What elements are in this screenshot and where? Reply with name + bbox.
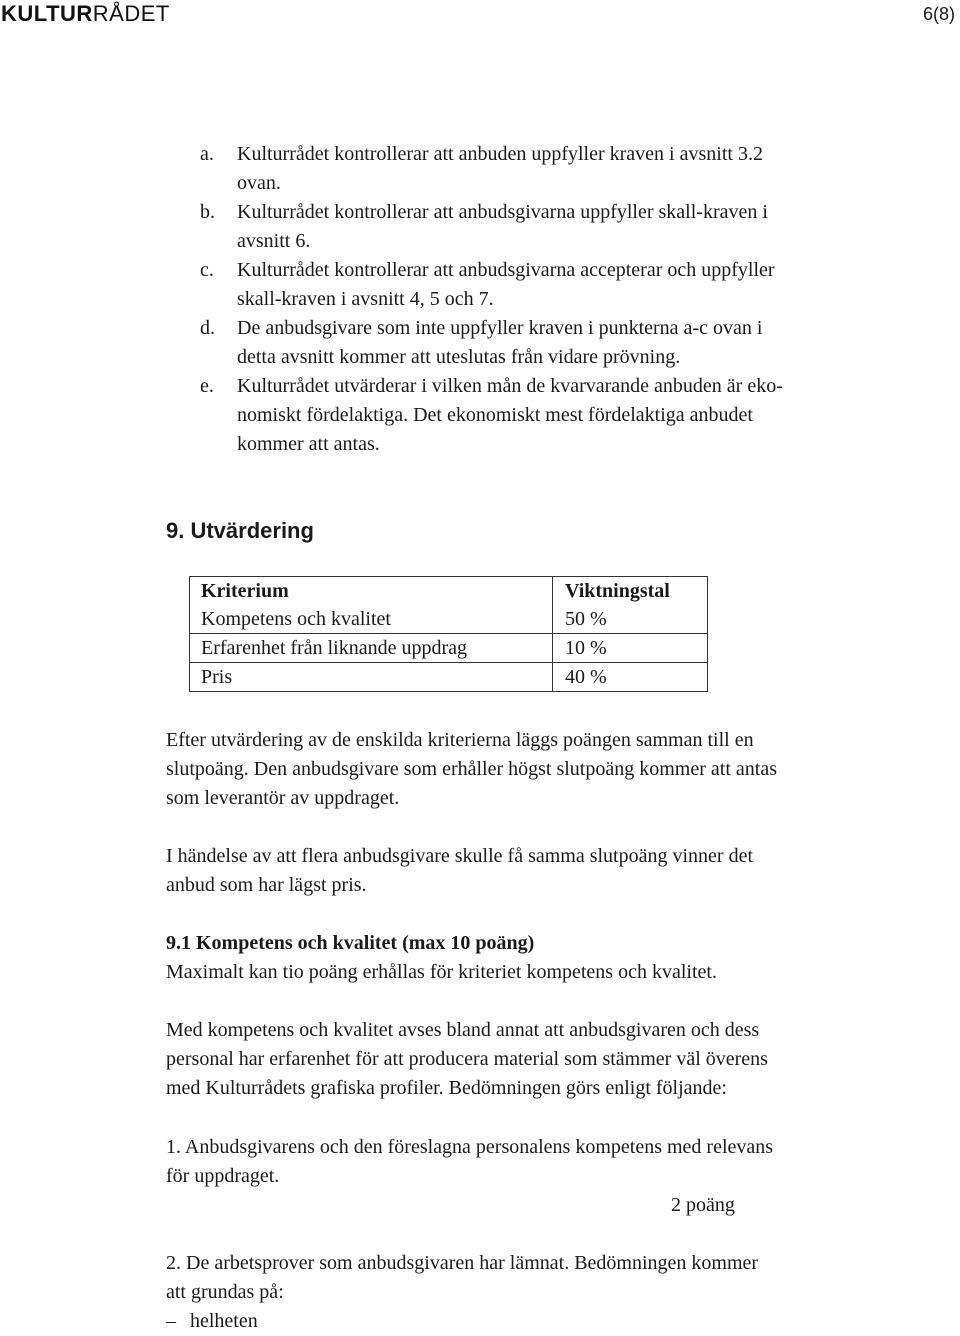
table-row	[190, 605, 708, 634]
procedure-list	[200, 140, 880, 459]
points-label: 2 poäng	[671, 1194, 735, 1216]
paragraph-line: som leverantör av uppdraget.	[166, 787, 400, 809]
list-line: Kulturrådet kontrollerar att anbudsgivarna accepterar och uppfyller	[237, 259, 775, 281]
criterion-item-1	[166, 1133, 886, 1220]
criteria-table	[189, 576, 708, 692]
page-number: 6(8)	[922, 4, 955, 24]
dash-item-text: helheten	[190, 1310, 258, 1332]
table-cell: 40 %	[553, 663, 708, 692]
list-line: avsnitt 6.	[237, 230, 311, 252]
table-cell: 10 %	[553, 634, 708, 663]
list-line: nomiskt fördelaktiga. Det ekonomiskt mest fördelaktiga anbudet	[237, 404, 753, 426]
table-cell: Pris	[190, 663, 553, 692]
paragraph-line: för uppdraget.	[166, 1165, 280, 1187]
column-header-criterion: Kriterium	[190, 577, 553, 606]
list-marker: d.	[200, 317, 215, 339]
paragraph-line: Med kompetens och kvalitet avses bland annat att anbudsgivaren och dess	[166, 1019, 760, 1041]
list-item-e	[200, 372, 880, 459]
paragraph-line: anbud som har lägst pris.	[166, 874, 367, 896]
list-line: De anbudsgivare som inte uppfyller kraven i punkterna a-c ovan i	[237, 317, 763, 339]
table-cell: 50 %	[553, 605, 708, 634]
section-9-1-intro: Maximalt kan tio poäng erhållas för kriteriet kompetens och kvalitet.	[166, 961, 717, 983]
list-line: detta avsnitt kommer att uteslutas från vidare prövning.	[237, 346, 681, 368]
list-line: kommer att antas.	[237, 433, 380, 455]
table-cell: Erfarenhet från liknande uppdrag	[190, 634, 553, 663]
list-marker: b.	[200, 201, 215, 223]
list-line: Kulturrådet kontrollerar att anbuden uppfyller kraven i avsnitt 3.2	[237, 143, 763, 165]
table-header-row	[190, 577, 708, 606]
list-line: skall-kraven i avsnitt 4, 5 och 7.	[237, 288, 494, 310]
list-line: ovan.	[237, 172, 281, 194]
table-cell: Kompetens och kvalitet	[190, 605, 553, 634]
table-row	[190, 634, 708, 663]
criterion-item-2	[166, 1249, 886, 1336]
paragraph-line: Efter utvärdering av de enskilda kriterierna läggs poängen samman till en	[166, 729, 754, 751]
list-marker: c.	[200, 259, 214, 281]
section-9-1	[166, 929, 886, 987]
competence-paragraph	[166, 1016, 886, 1103]
list-line: Kulturrådet kontrollerar att anbudsgivarna uppfyller skall-kraven i	[237, 201, 768, 223]
paragraph-line: med Kulturrådets grafiska profiler. Bedömningen görs enligt följande:	[166, 1077, 727, 1099]
list-line: Kulturrådet utvärderar i vilken mån de kvarvarande anbuden är eko-	[237, 375, 783, 397]
evaluation-paragraph	[166, 726, 886, 813]
paragraph-line: att grundas på:	[166, 1281, 284, 1303]
list-item-b	[200, 198, 880, 256]
list-marker: e.	[200, 375, 214, 397]
list-marker: a.	[200, 143, 214, 165]
tie-break-paragraph	[166, 842, 886, 900]
column-header-weight: Viktningstal	[553, 577, 708, 606]
paragraph-line: 2. De arbetsprover som anbudsgivaren har lämnat. Bedömningen kommer	[166, 1252, 759, 1274]
section-9-heading: 9. Utvärdering	[166, 518, 314, 543]
paragraph-line: I händelse av att flera anbudsgivare skulle få samma slutpoäng vinner det	[166, 845, 754, 867]
paragraph-line: personal har erfarenhet för att producera material som stämmer väl överens	[166, 1048, 768, 1070]
list-item-a	[200, 140, 880, 198]
paragraph-line: slutpoäng. Den anbudsgivare som erhåller högst slutpoäng kommer att antas	[166, 758, 777, 780]
page-header	[0, 0, 960, 30]
section-9-1-heading: 9.1 Kompetens och kvalitet (max 10 poäng)	[166, 932, 535, 954]
paragraph-line: 1. Anbudsgivarens och den föreslagna personalens kompetens med relevans	[166, 1136, 774, 1158]
kulturradet-logo: KULTURRÅDET	[1, 1, 170, 26]
list-item-c	[200, 256, 880, 314]
list-item-d	[200, 314, 880, 372]
table-row	[190, 663, 708, 692]
dash-marker: –	[166, 1310, 176, 1332]
